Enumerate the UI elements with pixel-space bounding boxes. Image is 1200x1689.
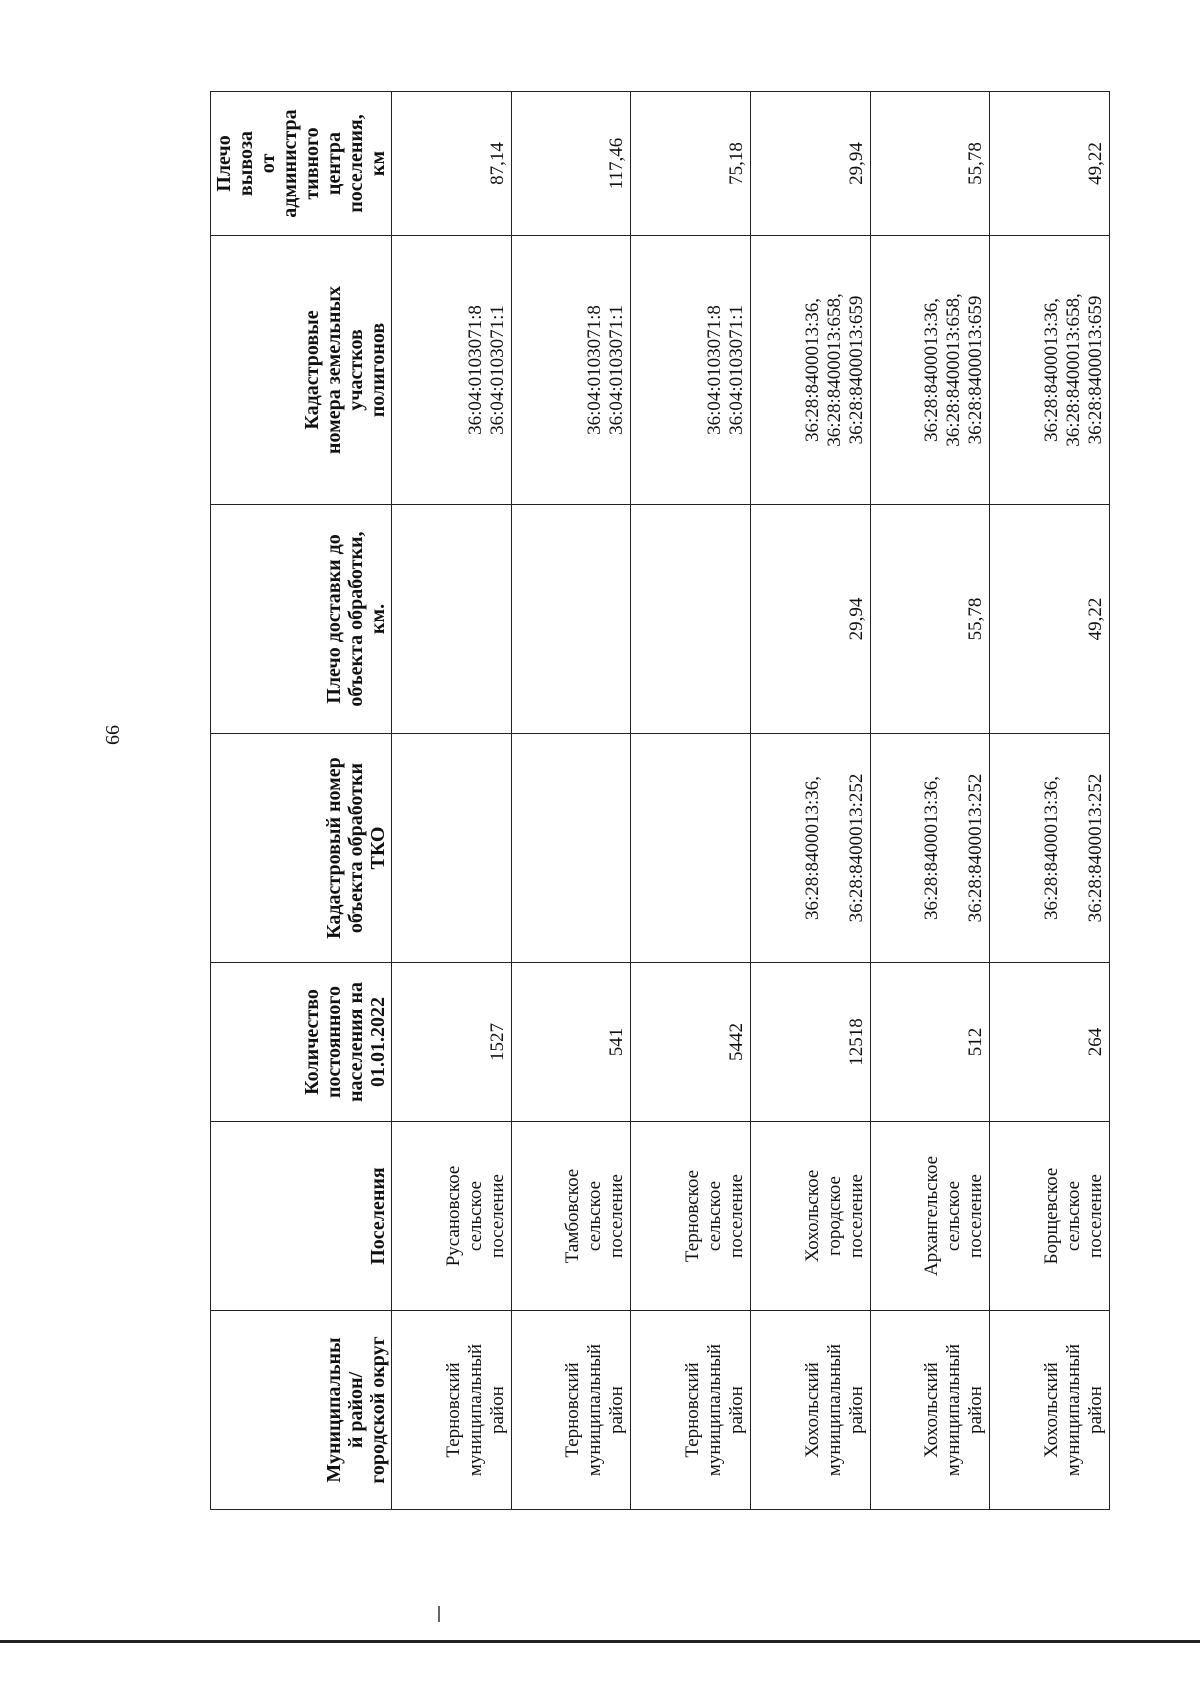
table-row (392, 92, 512, 1510)
cell-population: 541 (511, 963, 631, 1122)
header-haul-distance: Плечо вывоза от администра тивного центра поселения, км (211, 92, 392, 236)
cell-population: 12518 (750, 963, 870, 1122)
table-header-row (211, 92, 392, 1510)
header-municipality: Муниципальны й район/ городской округ (211, 1311, 392, 1510)
cell-delivery-distance: 55,78 (870, 505, 990, 734)
cell-processing-cadastral: 36:28:8400013:36, 36:28:8400013:252 (990, 734, 1110, 963)
cell-municipality: Хохольский муниципальный район (870, 1311, 990, 1510)
cell-haul-distance: 29,94 (750, 92, 870, 236)
table-row (990, 92, 1110, 1510)
table-row (750, 92, 870, 1510)
scan-edge-line (0, 1640, 1200, 1643)
header-landfill-cadastral: Кадастровые номера земельных участков полигонов (211, 236, 392, 505)
cell-settlement: Борщевское сельское поселение (990, 1122, 1110, 1311)
cell-haul-distance: 87,14 (392, 92, 512, 236)
cell-settlement: Архангельское сельское поселение (870, 1122, 990, 1311)
cell-delivery-distance: 49,22 (990, 505, 1110, 734)
cell-settlement: Терновское сельское поселение (631, 1122, 751, 1311)
cell-municipality: Терновский муниципальный район (511, 1311, 631, 1510)
cell-landfill-cadastral: 36:04:0103071:8 36:04:0103071:1 (631, 236, 751, 505)
header-delivery-distance: Плечо доставки до объекта обработки, км. (211, 505, 392, 734)
cell-landfill-cadastral: 36:28:8400013:36, 36:28:8400013:658, 36:28:8400013:659 (870, 236, 990, 505)
table-container (210, 109, 1110, 1510)
cell-landfill-cadastral: 36:28:8400013:36, 36:28:8400013:658, 36:28:8400013:659 (990, 236, 1110, 505)
cell-delivery-distance (631, 505, 751, 734)
cell-population: 264 (990, 963, 1110, 1122)
cell-settlement: Тамбовское сельское поселение (511, 1122, 631, 1311)
table-row (631, 92, 751, 1510)
header-population: Количество постоянного населения на 01.01.2022 (211, 963, 392, 1122)
cell-municipality: Хохольский муниципальный район (990, 1311, 1110, 1510)
cell-settlement: Русановское сельское поселение (392, 1122, 512, 1311)
header-settlement: Поселения (211, 1122, 392, 1311)
cell-processing-cadastral: 36:28:8400013:36, 36:28:8400013:252 (870, 734, 990, 963)
cell-processing-cadastral (392, 734, 512, 963)
cell-processing-cadastral: 36:28:8400013:36, 36:28:8400013:252 (750, 734, 870, 963)
cell-landfill-cadastral: 36:04:0103071:8 36:04:0103071:1 (511, 236, 631, 505)
cell-settlement: Хохольское городское поселение (750, 1122, 870, 1311)
cell-municipality: Терновский муниципальный район (631, 1311, 751, 1510)
scan-mark (438, 1606, 440, 1622)
cell-delivery-distance: 29,94 (750, 505, 870, 734)
header-processing-cadastral: Кадастровый номер объекта обработки ТКО (211, 734, 392, 963)
cell-delivery-distance (511, 505, 631, 734)
waste-haul-table (210, 91, 1110, 1510)
cell-haul-distance: 75,18 (631, 92, 751, 236)
cell-population: 512 (870, 963, 990, 1122)
cell-municipality: Хохольский муниципальный район (750, 1311, 870, 1510)
cell-delivery-distance (392, 505, 512, 734)
cell-processing-cadastral (511, 734, 631, 963)
cell-haul-distance: 55,78 (870, 92, 990, 236)
cell-population: 5442 (631, 963, 751, 1122)
cell-municipality: Терновский муниципальный район (392, 1311, 512, 1510)
page-number: 66 (102, 725, 124, 745)
cell-population: 1527 (392, 963, 512, 1122)
cell-landfill-cadastral: 36:04:0103071:8 36:04:0103071:1 (392, 236, 512, 505)
cell-landfill-cadastral: 36:28:8400013:36, 36:28:8400013:658, 36:28:8400013:659 (750, 236, 870, 505)
cell-haul-distance: 49,22 (990, 92, 1110, 236)
cell-processing-cadastral (631, 734, 751, 963)
table-row (870, 92, 990, 1510)
cell-haul-distance: 117,46 (511, 92, 631, 236)
table-row (511, 92, 631, 1510)
